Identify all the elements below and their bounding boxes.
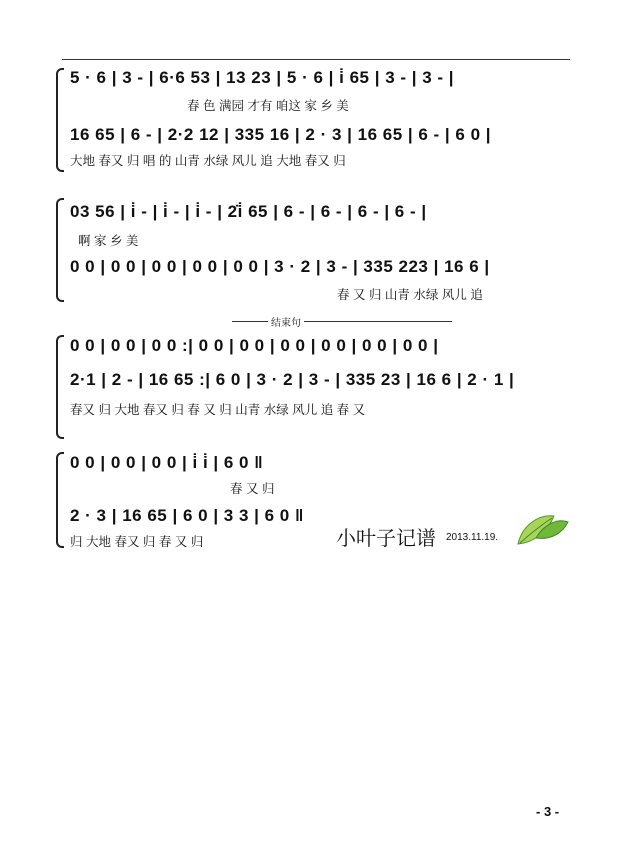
- system-4-brace: [56, 452, 64, 548]
- system-3-bottom-notes: 2·1 | 2 - | 16 65 :| 6 0 | 3 · 2 | 3 - | 335 23 | 16 6 | 2 · 1 |: [70, 370, 515, 389]
- system-1-top-notes: 5 · 6 | 3 - | 6·6 53 | 13 23 | 5 · 6 | i̇ 65 | 3 - | 3 - |: [70, 68, 455, 87]
- system-4-bottom-notes: 2 · 3 | 16 65 | 6 0 | 3 3 | 6 0 ‖: [70, 506, 304, 525]
- system-2-top-lyrics: 啊 家 乡 美: [78, 234, 139, 248]
- system-1-brace: [56, 68, 64, 172]
- green-leaf-icon: [514, 508, 570, 548]
- system-2-top-notes: 03 56 | i̇ - | i̇ - | i̇ - | 2̇i̇ 65 | 6 - | 6 - | 6 - | 6 - |: [70, 202, 427, 221]
- system-2-brace: [56, 198, 64, 302]
- transcription-date: 2013.11.19.: [446, 532, 499, 543]
- system-1-bottom-notes: 16 65 | 6 - | 2·2 12 | 335 16 | 2 · 3 | 16 65 | 6 - | 6 0 |: [70, 125, 492, 144]
- system-2-bottom-lyrics: 春 又 归 山青 水绿 风儿 追: [337, 288, 483, 302]
- system-4-top-notes: 0 0 | 0 0 | 0 0 | i̇ i̇ | 6 0 ‖: [70, 453, 264, 472]
- system-3-top-notes: 0 0 | 0 0 | 0 0 :| 0 0 | 0 0 | 0 0 | 0 0 | 0 0 | 0 0 |: [70, 336, 439, 355]
- system-4-top-lyrics: 春 又 归: [230, 482, 275, 496]
- system-1-bottom-lyrics: 大地 春又 归 唱 的 山青 水绿 风儿 追 大地 春又 归: [70, 154, 346, 168]
- system-1-top-rule: [62, 59, 570, 60]
- page-number: - 3 -: [536, 804, 560, 819]
- system-3-bottom-lyrics: 春又 归 大地 春又 归 春 又 归 山青 水绿 风儿 追 春 又: [70, 403, 366, 417]
- system-2-bottom-notes: 0 0 | 0 0 | 0 0 | 0 0 | 0 0 | 3 · 2 | 3 - | 335 223 | 16 6 |: [70, 257, 490, 276]
- system-4-bottom-lyrics: 归 大地 春又 归 春 又 归: [70, 535, 204, 549]
- ending-bracket-line: [232, 321, 452, 322]
- ending-label: 结束句: [268, 314, 304, 329]
- transcriber-signature: 小叶子记谱: [336, 526, 436, 550]
- system-3-brace: [56, 335, 64, 439]
- system-1-top-lyrics: 春 色 满园 才有 咱这 家 乡 美: [187, 99, 349, 113]
